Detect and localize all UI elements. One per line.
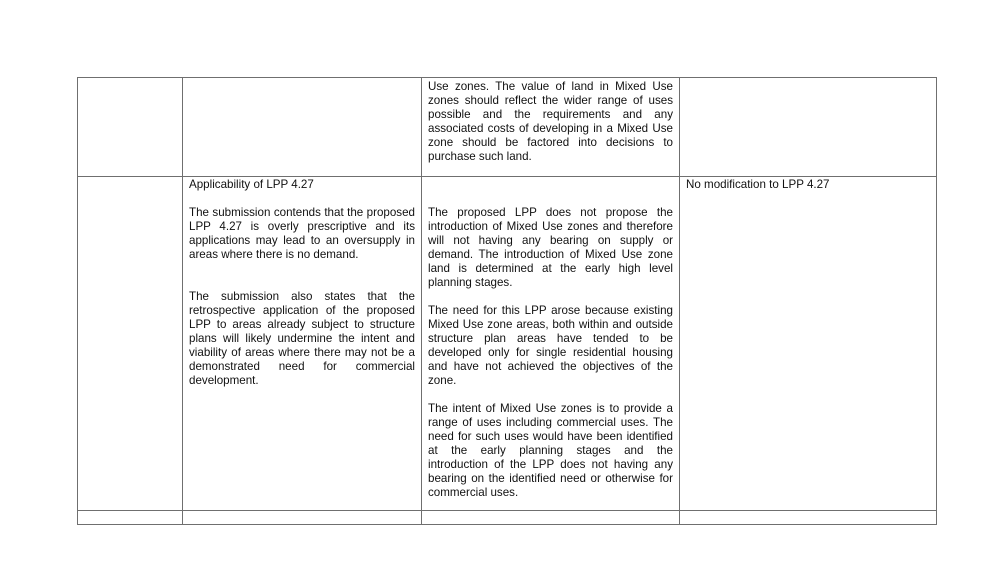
column-divider — [679, 78, 680, 524]
column-divider — [182, 78, 183, 524]
issue-title: Applicability of LPP 4.27 — [189, 178, 314, 191]
row-divider — [78, 510, 936, 511]
row2-recommendation-cell — [686, 178, 931, 192]
response-paragraph: Use zones. The value of land in Mixed Use zones should reflect the wider range of uses possible and the requirements and any associated costs of developing in a Mixed Use zone should be factored into decisions to purchase such land. — [428, 80, 673, 163]
response-paragraph: The proposed LPP does not propose the introduction of Mixed Use zones and therefore will not having any bearing on supply or demand. The introduction of Mixed Use zone land is determined at the early high level planning stages. — [428, 206, 673, 289]
column-divider — [421, 78, 422, 524]
recommendation-text: No modification to LPP 4.27 — [686, 178, 830, 191]
submissions-table — [77, 77, 937, 525]
response-paragraph: The need for this LPP arose because existing Mixed Use zone areas, both within and outside structure plan areas have tended to be developed only for single residential housing and have not achieved the objectives of the zone. — [428, 304, 673, 387]
submission-paragraph: The submission also states that the retrospective application of the proposed LPP to areas already subject to structure plans will likely undermine the intent and viability of areas where there may not be a demonstrated need for commercial development. — [189, 290, 415, 387]
row2-submission-cell — [189, 178, 415, 388]
row2-response-cell — [428, 206, 673, 500]
submission-paragraph: The submission contends that the proposed LPP 4.27 is overly prescriptive and its applications may lead to an oversupply in areas where there is no demand. — [189, 206, 415, 261]
row1-response-cell — [428, 80, 673, 164]
row-divider — [78, 176, 936, 177]
response-paragraph: The intent of Mixed Use zones is to provide a range of uses including commercial uses. The need for such uses would have been identified at the early planning stages and the introduction of the LPP does not having any bearing on the identified need or otherwise for commercial uses. — [428, 402, 673, 499]
